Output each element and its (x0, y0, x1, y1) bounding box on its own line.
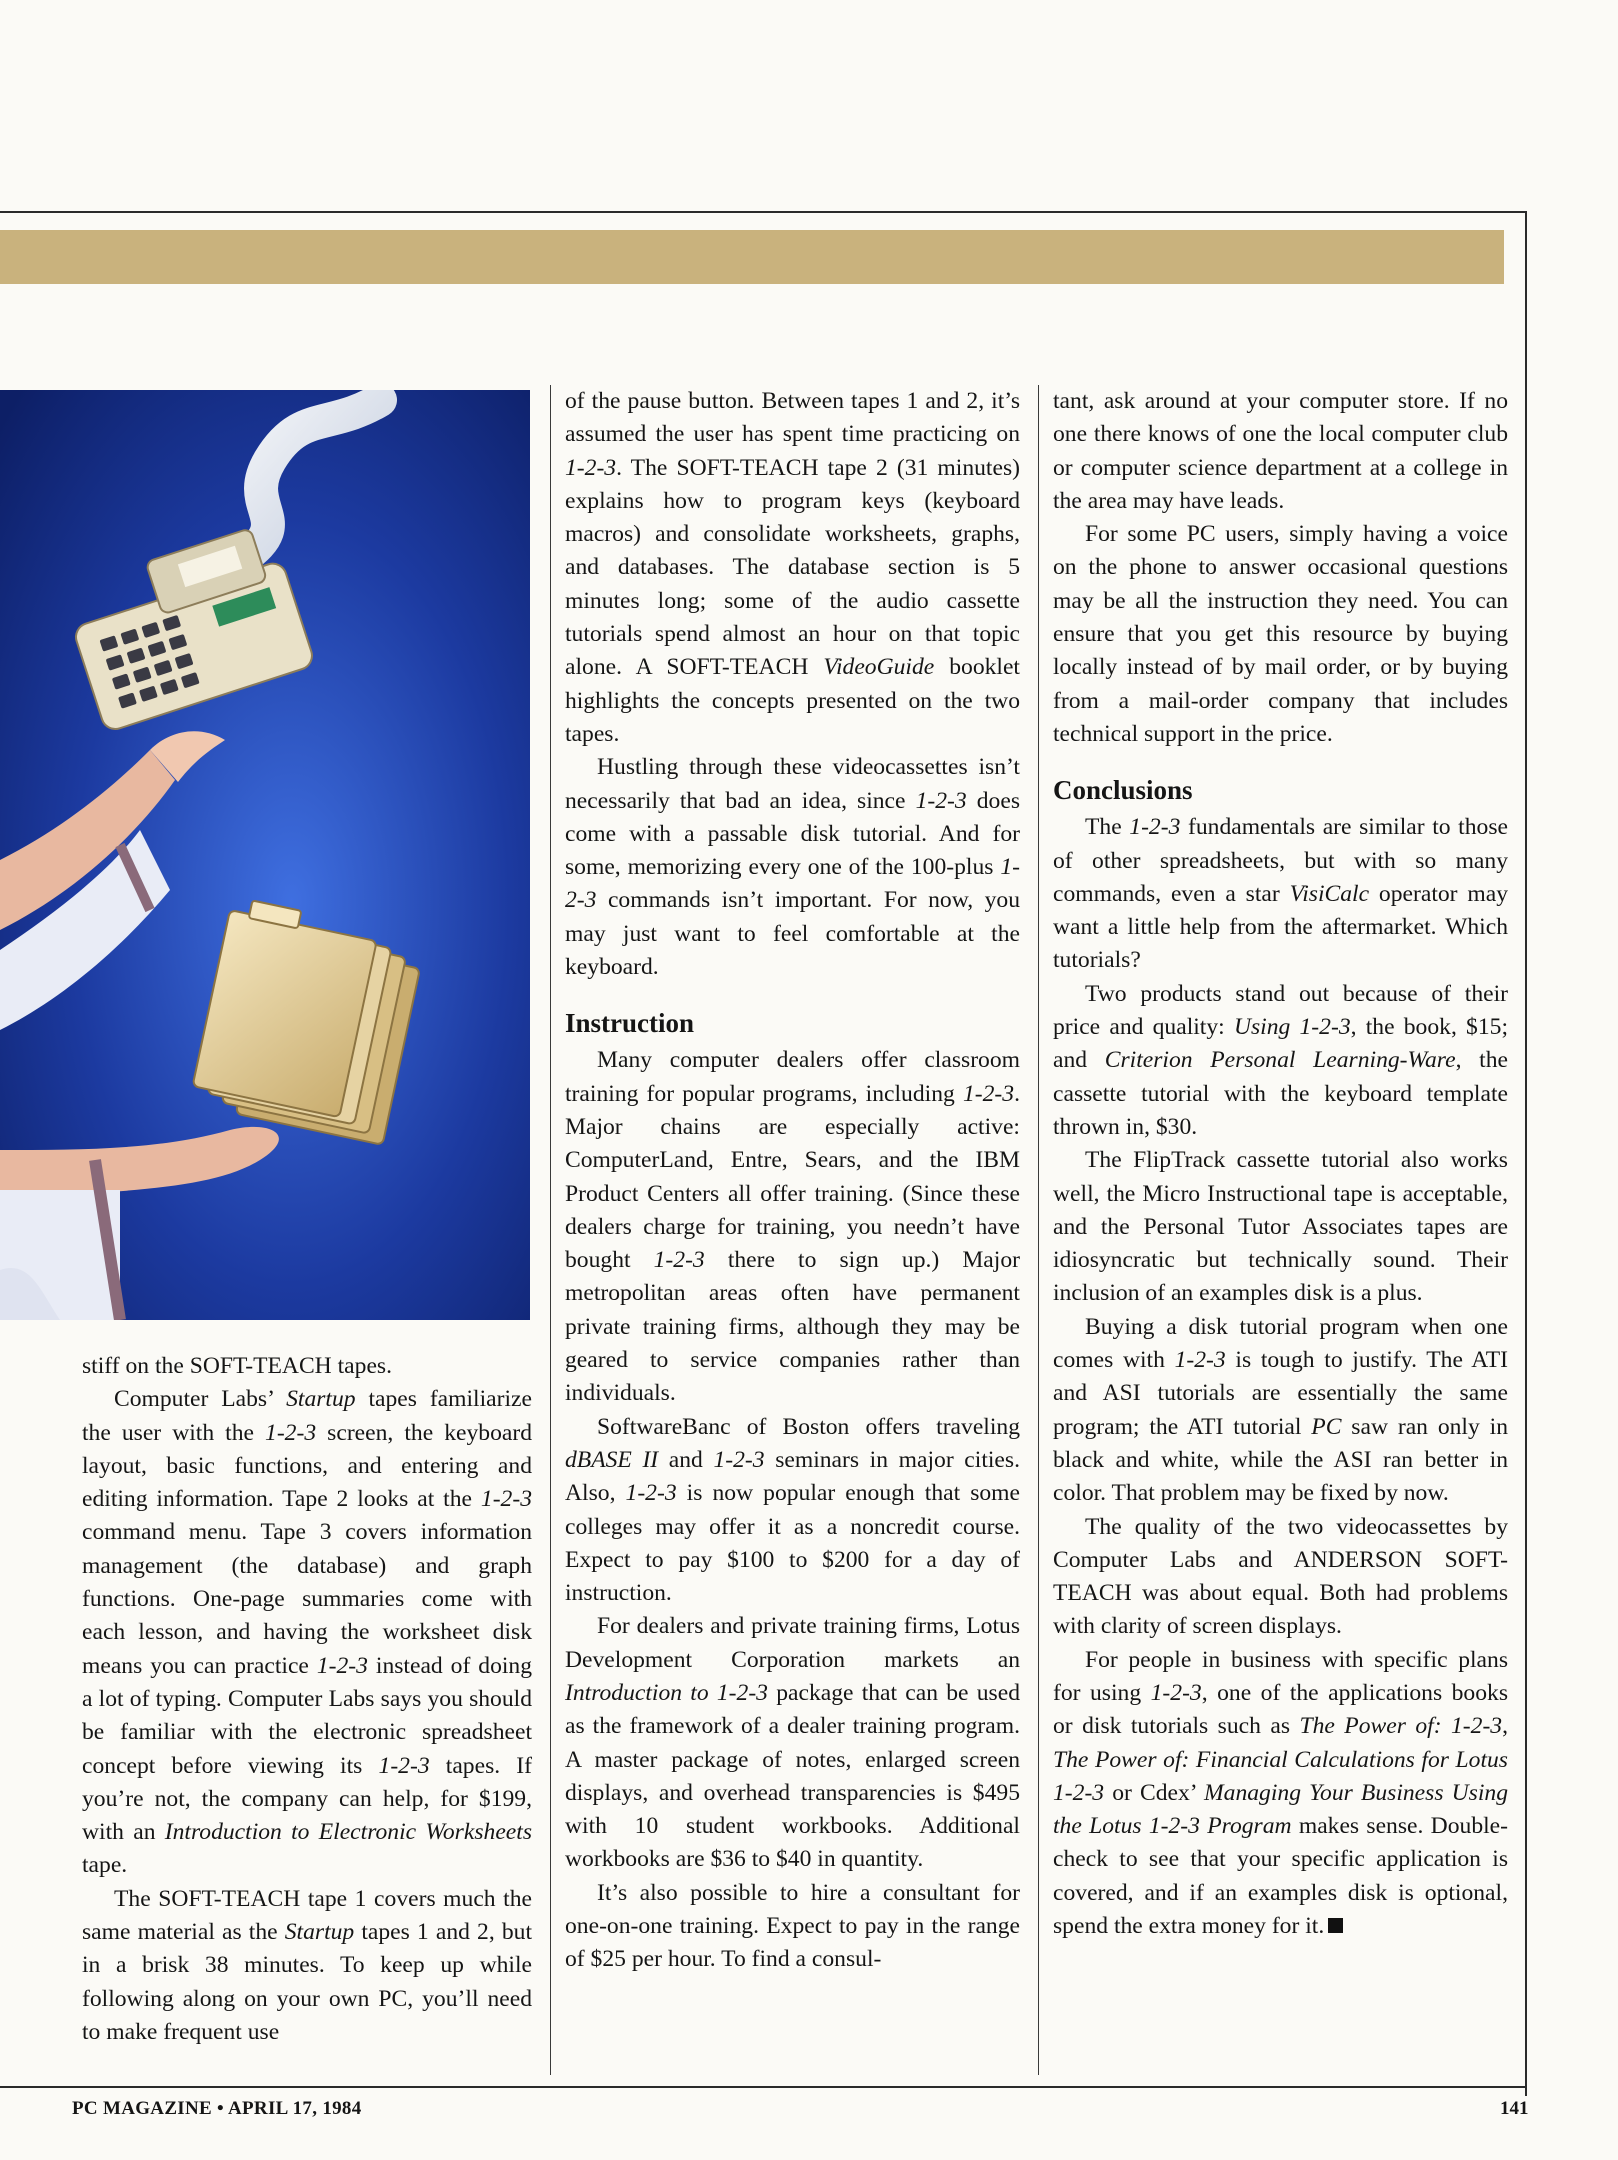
paragraph: For dealers and private training firms, Lotus Development Corporation markets an Introduction to 1-2-3 package that can be used as the framework of a dealer training program. A master package of notes, enlarged screen displays, and overhead transparencies is $495 with 10 student workbooks. Additional workbooks are $36 to $40 in quantity. (565, 1613, 1020, 1873)
header-color-band (0, 230, 1504, 284)
paragraph: The quality of the two videocassettes by Computer Labs and ANDERSON SOFT-TEACH was about equal. Both had problems with clarity of screen displays. (1053, 1513, 1508, 1640)
paragraph: It’s also possible to hire a consultant for one-on-one training. Expect to pay in the range of $25 per hour. To find a consul- (565, 1879, 1020, 1973)
column-rule (1038, 385, 1039, 2075)
page-frame-right-rule (1525, 211, 1527, 2096)
paragraph: The SOFT-TEACH tape 1 covers much the same material as the Startup tapes 1 and 2, but in a brisk 38 minutes. To keep up while following along on your own PC, you’ll need to make frequent use (82, 1885, 532, 2045)
paragraph: Computer Labs’ Startup tapes familiarize the user with the 1-2-3 screen, the keyboard layout, basic functions, and entering and editing information. Tape 2 looks at the 1-2-3 command menu. Tape 3 covers information management (the database) and graph functions. One-page summaries come with each lesson, and having the worksheet disk means you can practice 1-2-3 instead of doing a lot of typing. Computer Labs says you should be familiar with the electronic spreadsheet concept before viewing its 1-2-3 tapes. If you’re not, the company can help, for $199, with an Introduction to Electronic Worksheets tape. (82, 1386, 533, 1879)
article-column-3 (1053, 385, 1508, 1943)
paragraph: The FlipTrack cassette tutorial also works well, the Micro Instructional tape is acceptable, and the Personal Tutor Associates tapes are idiosyncratic but technically sound. Their inclusion of an examples disk is a plus. (1053, 1147, 1508, 1307)
paragraph: SoftwareBanc of Boston offers traveling dBASE II and 1-2-3 seminars in major cities. Also, 1-2-3 is now popular enough that some colleges may offer it as a noncredit course. Expect to pay $100 to $200 for a day of instruction. (565, 1413, 1020, 1607)
paragraph: tant, ask around at your computer store. If no one there knows of one the local computer club or computer science department at a college in the area may have leads. (1053, 388, 1508, 514)
paragraph: For some PC users, simply having a voice on the phone to answer occasional questions may be all the instruction they need. You can ensure that you get this resource by buying locally instead of by mail order, or by buying from a mail-order company that includes technical support in the price. (1053, 521, 1508, 747)
column-rule (550, 385, 551, 2075)
footer-publication-date: PC MAGAZINE • APRIL 17, 1984 (72, 2098, 362, 2119)
illustration (0, 390, 530, 1320)
page-number: 141 (1500, 2098, 1529, 2119)
page-frame-bottom-rule (0, 2086, 1527, 2088)
section-heading: Instruction (565, 1008, 695, 1039)
paragraph: of the pause button. Between tapes 1 and 2, it’s assumed the user has spent time practicing on 1-2-3. The SOFT-TEACH tape 2 (31 minutes) explains how to program keys (keyboard macros) and consolidate worksheets, graphs, and databases. The database section is 5 minutes long; some of the audio cassette tutorials spend almost an hour on that topic alone. A SOFT-TEACH VideoGuide booklet highlights the concepts presented on the two tapes. (565, 388, 1020, 747)
paragraph: stiff on the SOFT-TEACH tapes. (82, 1353, 392, 1379)
paragraph: Many computer dealers offer classroom training for popular programs, including 1-2-3. Major chains are especially active: ComputerLand, Entre, Sears, and the IBM Product Centers all offer training. (Since these dealers charge for training, you needn’t have bought 1-2-3 there to sign up.) Major metropolitan areas often have permanent private training firms, although they may be geared to service companies rather than individuals. (565, 1047, 1020, 1407)
paragraph: Hustling through these videocassettes isn’t necessarily that bad an idea, since 1-2-3 does come with a passable disk tutorial. And for some, memorizing every one of the 100-plus 1-2-3 commands isn’t important. For now, you may just want to feel comfortable at the keyboard. (565, 754, 1020, 981)
article-column-2 (565, 385, 1020, 1977)
paragraph: For people in business with specific plans for using 1-2-3, one of the applications books or disk tutorials such as The Power of: 1-2-3, The Power of: Financial Calculations for Lotus 1-2-3 or Cdex’ Managing Your Business Using the Lotus 1-2-3 Program makes sense. Double-check to see that your specific application is covered, and if an examples disk is optional, spend the extra money for it. (1053, 1646, 1509, 1940)
page-frame-top-rule (0, 211, 1527, 213)
end-of-article-mark (1328, 1918, 1343, 1933)
article-column-1 (82, 1350, 532, 2049)
paragraph: The 1-2-3 fundamentals are similar to those of other spreadsheets, but with so many commands, even a star VisiCalc operator may want a little help from the aftermarket. Which tutorials? (1053, 814, 1508, 974)
paragraph: Two products stand out because of their price and quality: Using 1-2-3, the book, $15; and Criterion Personal Learning-Ware, the cassette tutorial with the keyboard template thrown in, $30. (1053, 980, 1509, 1140)
paragraph: Buying a disk tutorial program when one comes with 1-2-3 is tough to justify. The ATI and ASI tutorials are essentially the same program; the ATI tutorial PC saw ran only in black and white, while the ASI ran better in color. That problem may be fixed by now. (1053, 1313, 1508, 1507)
section-heading: Conclusions (1053, 775, 1193, 806)
